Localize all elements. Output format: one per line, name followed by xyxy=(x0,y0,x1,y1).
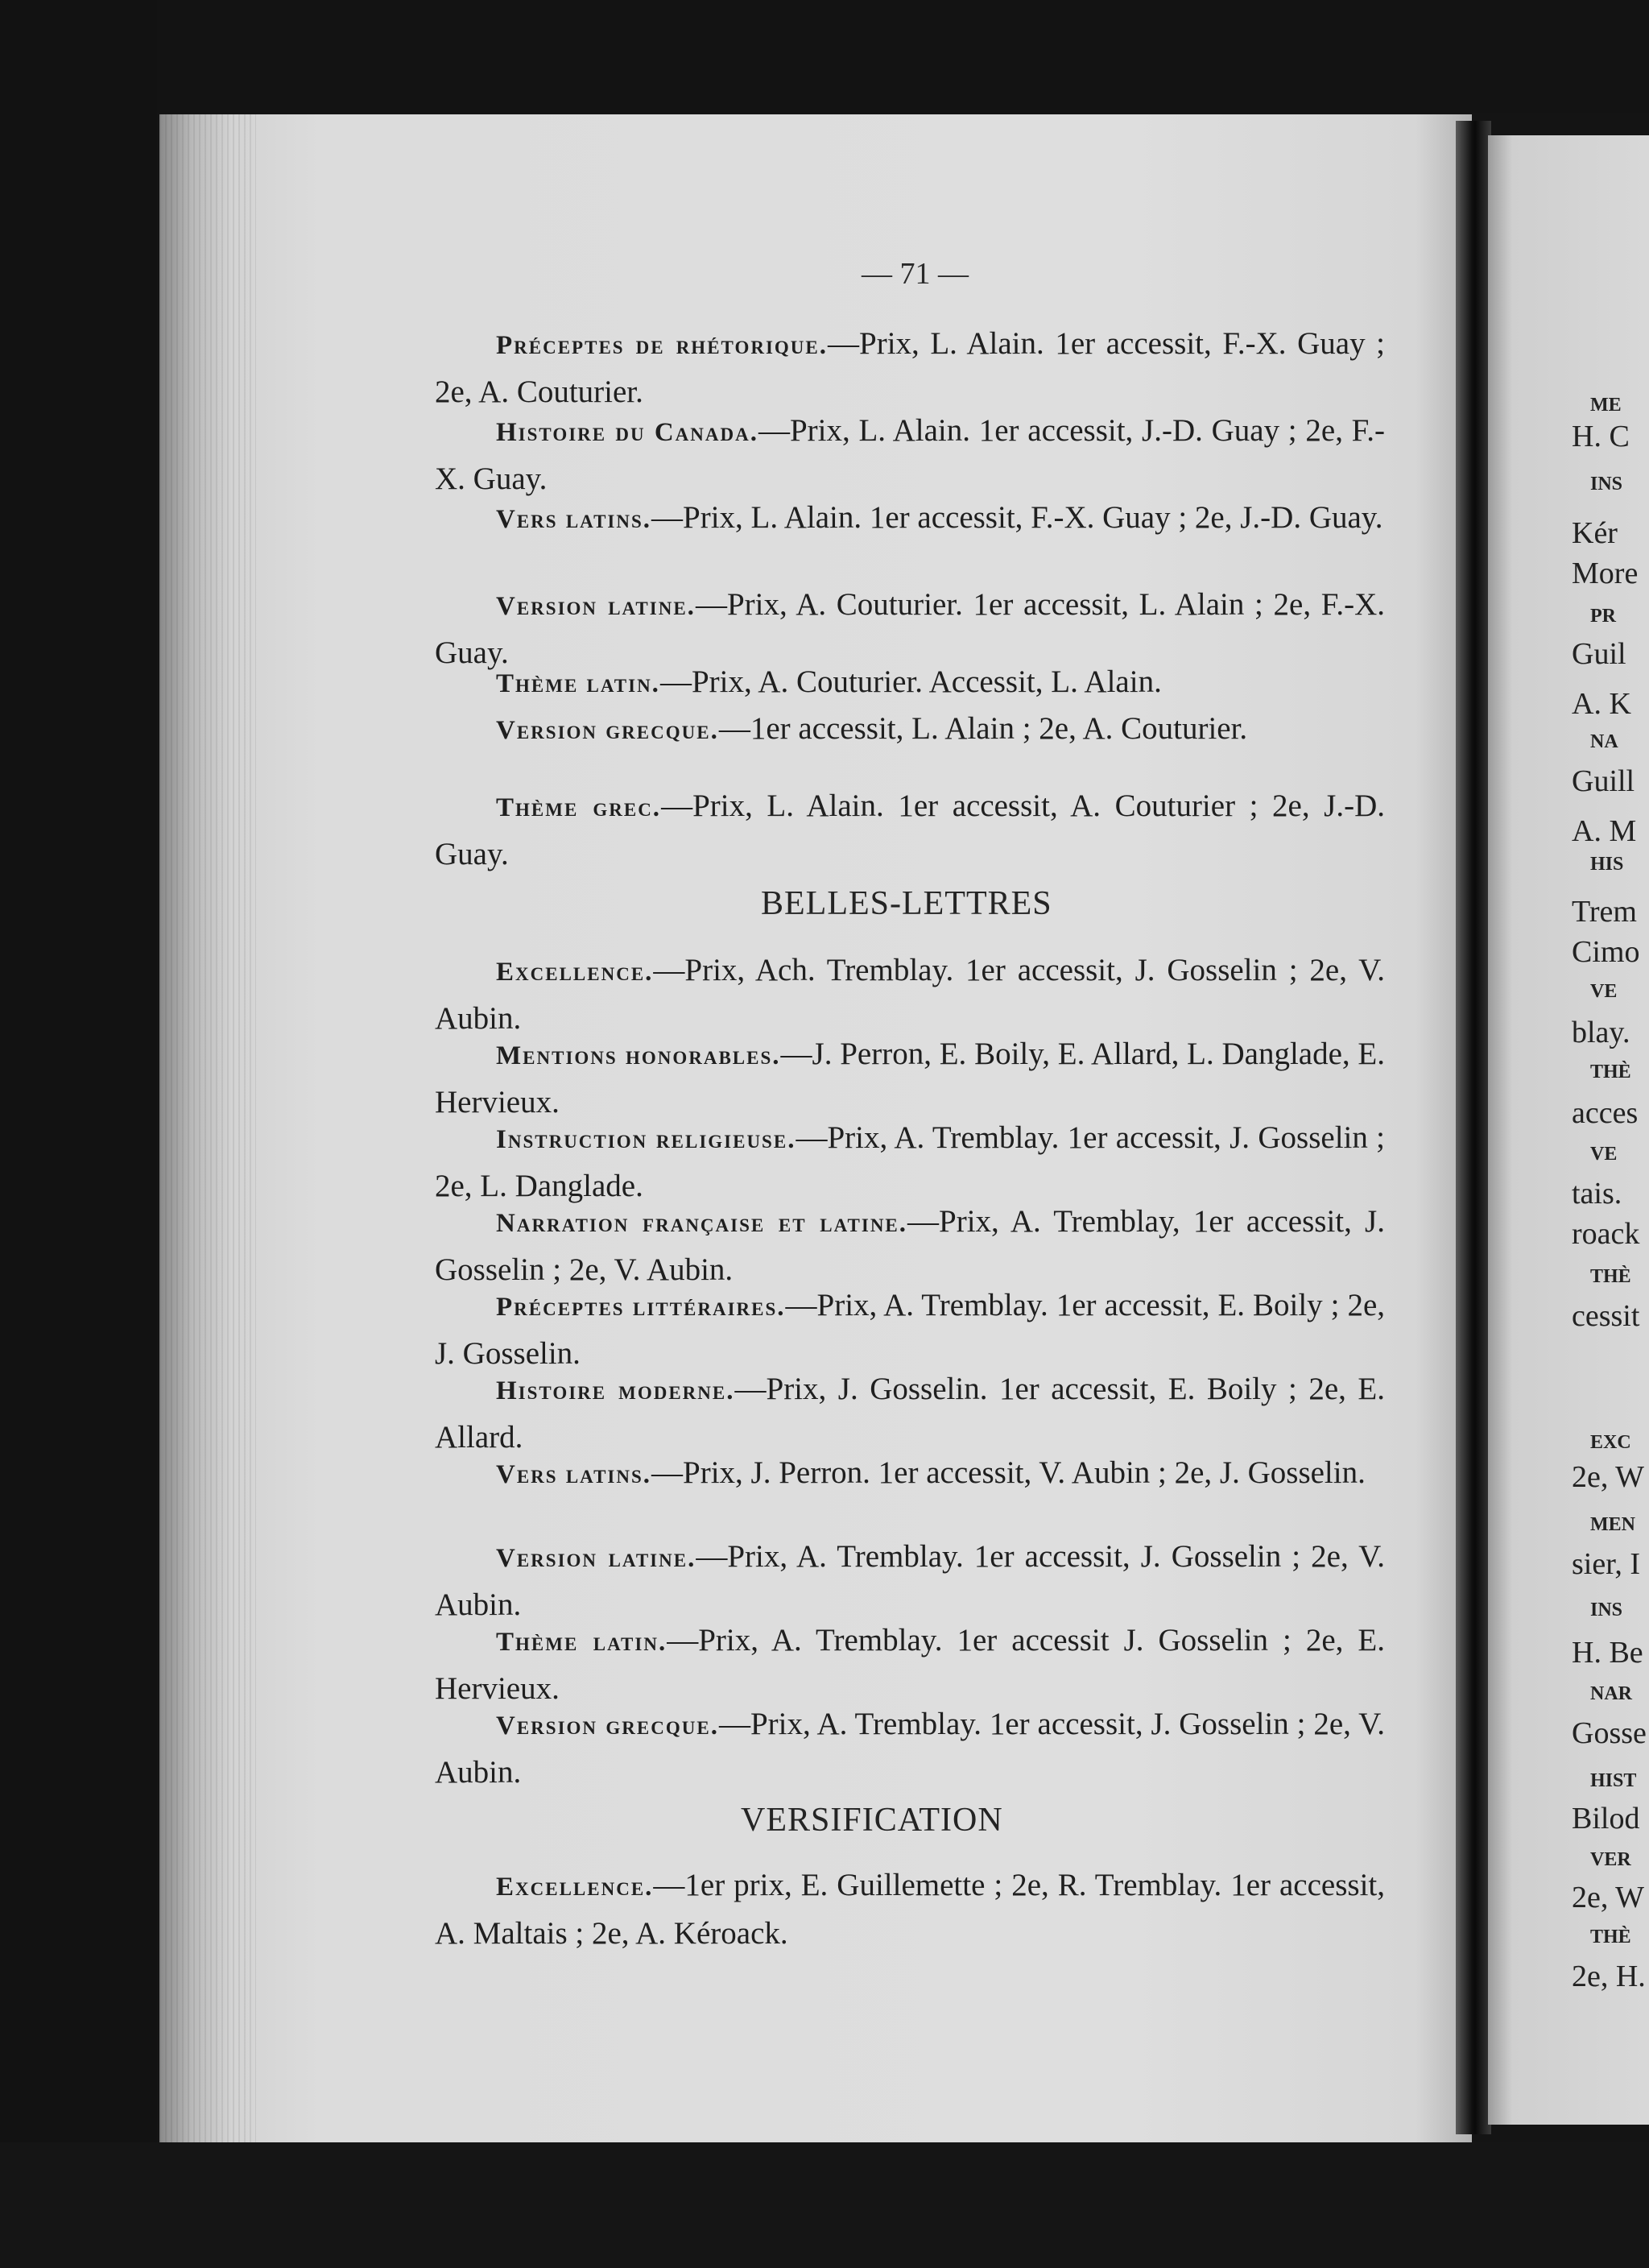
right-page-fragment: 2e, W xyxy=(1572,1460,1645,1494)
right-page-fragment: THÈ xyxy=(1590,1062,1631,1082)
right-page-fragment: Guil xyxy=(1572,637,1626,671)
entry-preceptes-litteraires xyxy=(435,1282,1385,1377)
right-page-fragment: More xyxy=(1572,557,1639,590)
entry-label: Version grecque. xyxy=(496,1711,719,1740)
right-page-fragment: A. K xyxy=(1572,687,1631,721)
right-page-fragment: HIS xyxy=(1590,854,1624,875)
entry-label: Excellence. xyxy=(496,1873,654,1902)
right-page-fragment: THÈ xyxy=(1590,1266,1631,1287)
entry-label: Excellence. xyxy=(496,958,654,987)
right-page-fragment: MEN xyxy=(1590,1514,1635,1535)
right-page-fragment: Trem xyxy=(1572,895,1637,929)
right-page-fragment: PR xyxy=(1590,606,1616,627)
right-page-fragment: ME xyxy=(1590,395,1622,416)
right-page-fragment: acces xyxy=(1572,1096,1639,1130)
section-title-belles-lettres: BELLES-LETTRES xyxy=(761,885,1052,922)
right-page-fragment: A. M xyxy=(1572,814,1637,848)
entry-label: Histoire moderne. xyxy=(496,1376,735,1405)
right-page-fragment: Bilod xyxy=(1572,1802,1640,1836)
entry-text: —Prix, A. Tremblay. 1er accessit, E. Boily ; 2e, J. Gosselin. xyxy=(435,1288,1386,1371)
entry-label: Thème grec. xyxy=(496,793,662,822)
entry-text: —Prix, J. Gosselin. 1er accessit, E. Boily ; 2e, E. Allard. xyxy=(435,1372,1385,1455)
right-page-fragment: THÈ xyxy=(1590,1927,1631,1947)
entry-text: —Prix, L. Alain. 1er accessit, F.-X. Guay ; 2e, J.-D. Guay. xyxy=(651,500,1383,535)
page-stack-edges xyxy=(159,114,256,2144)
entry-instruction-religieuse xyxy=(435,1115,1385,1210)
right-page-fragment: Guill xyxy=(1572,764,1635,798)
right-page-fragment: Gosse xyxy=(1572,1716,1647,1750)
right-page-fragment: roack xyxy=(1572,1217,1640,1251)
entry-text: —Prix, A. Tremblay, 1er accessit, J. Gosselin ; 2e, V. Aubin. xyxy=(435,1204,1385,1287)
right-page-fragment: VER xyxy=(1590,1849,1631,1870)
entry-label: Histoire du Canada. xyxy=(496,418,758,447)
entry-text: —J. Perron, E. Boily, E. Allard, L. Danglade, E. Hervieux. xyxy=(435,1037,1385,1120)
right-page-fragment: Cimo xyxy=(1572,935,1640,969)
book-gutter xyxy=(1456,121,1491,2134)
entry-narration xyxy=(435,1198,1385,1293)
entry-text: —Prix, A. Tremblay. 1er accessit, J. Gosselin ; 2e, V. Aubin. xyxy=(435,1539,1385,1622)
entry-label: Version latine. xyxy=(496,592,696,621)
entry-text: —1er accessit, L. Alain ; 2e, A. Couturier. xyxy=(718,711,1248,746)
entry-label: Version grecque. xyxy=(496,716,719,745)
entry-label: Vers latins. xyxy=(496,1460,652,1489)
entry-theme-grec xyxy=(435,783,1385,878)
entry-vers-latins-bl xyxy=(435,1450,1385,1498)
right-page-fragment: VE xyxy=(1590,1144,1618,1165)
entry-label: Instruction religieuse. xyxy=(496,1125,796,1154)
entry-label: Préceptes littéraires. xyxy=(496,1293,786,1322)
entry-text: —Prix, A. Tremblay. 1er accessit, J. Gosselin ; 2e, V. Aubin. xyxy=(435,1707,1385,1790)
scan-border-bottom xyxy=(0,2142,1649,2268)
entry-label: Thème latin. xyxy=(496,669,660,698)
entry-text: —Prix, Ach. Tremblay. 1er accessit, J. Gosselin ; 2e, V. Aubin. xyxy=(435,953,1385,1036)
entry-excellence xyxy=(435,947,1385,1042)
entry-mentions-honorables xyxy=(435,1031,1385,1126)
entry-text: —1er prix, E. Guillemette ; 2e, R. Tremblay. 1er accessit, A. Maltais ; 2e, A. Kéroack. xyxy=(435,1868,1385,1951)
entry-rhetorique xyxy=(435,321,1385,416)
right-page-fragment: tais. xyxy=(1572,1177,1622,1211)
right-page-fragment: sier, I xyxy=(1572,1547,1640,1581)
right-page-fragment: VE xyxy=(1590,981,1618,1002)
right-page-fragment: cessit xyxy=(1572,1299,1640,1333)
right-page-fragment: HIST xyxy=(1590,1770,1637,1791)
entry-text: —Prix, A. Couturier. 1er accessit, L. Alain ; 2e, F.-X. Guay. xyxy=(435,587,1385,670)
entry-text: —Prix, L. Alain. 1er accessit, F.-X. Guay ; 2e, A. Couturier. xyxy=(435,326,1386,409)
section-title-versification: VERSIFICATION xyxy=(741,1802,1003,1839)
right-page-fragment: H. Be xyxy=(1572,1636,1643,1670)
right-page-fragment: H. C xyxy=(1572,420,1630,453)
entry-version-grecque xyxy=(435,706,1385,754)
entry-text: —Prix, L. Alain. 1er accessit, A. Couturier ; 2e, J.-D. Guay. xyxy=(435,788,1385,871)
entry-label: Version latine. xyxy=(496,1544,696,1573)
right-page-fragment: Kér xyxy=(1572,516,1618,550)
right-page-fragment: NAR xyxy=(1590,1683,1632,1704)
entry-label: Mentions honorables. xyxy=(496,1041,781,1070)
entry-histoire-moderne xyxy=(435,1366,1385,1461)
entry-text: —Prix, J. Perron. 1er accessit, V. Aubin ; 2e, J. Gosselin. xyxy=(651,1455,1366,1490)
entry-text: —Prix, L. Alain. 1er accessit, J.-D. Guay ; 2e, F.-X. Guay. xyxy=(435,413,1385,496)
entry-text: —Prix, A. Couturier. Accessit, L. Alain. xyxy=(659,664,1162,699)
entry-text: —Prix, A. Tremblay. 1er accessit, J. Gosselin ; 2e, L. Danglade. xyxy=(435,1120,1386,1203)
entry-label: Préceptes de rhétorique. xyxy=(496,331,829,360)
right-page-fragment: INS xyxy=(1590,474,1623,495)
right-page-fragment: 2e, H. xyxy=(1572,1960,1646,1993)
entry-excellence-versification xyxy=(435,1862,1385,1957)
entry-text: —Prix, A. Tremblay. 1er accessit J. Gosselin ; 2e, E. Hervieux. xyxy=(435,1623,1385,1706)
entry-histoire-canada xyxy=(435,408,1385,503)
right-page-fragment: NA xyxy=(1590,731,1618,752)
scan-border-top xyxy=(0,0,1649,113)
entry-label: Narration française et latine. xyxy=(496,1209,908,1238)
entry-version-grecque-bl xyxy=(435,1701,1385,1796)
page-number: — 71 — xyxy=(862,257,969,291)
entry-label: Thème latin. xyxy=(496,1628,667,1657)
entry-label: Vers latins. xyxy=(496,505,652,534)
right-page-fragment: INS xyxy=(1590,1600,1623,1620)
entry-theme-latin-bl xyxy=(435,1617,1385,1712)
entry-vers-latins xyxy=(435,495,1385,543)
entry-version-latine-bl xyxy=(435,1533,1385,1629)
entry-theme-latin xyxy=(435,659,1385,707)
right-page-fragment: EXC xyxy=(1590,1432,1631,1453)
right-page-fragment: 2e, W xyxy=(1572,1881,1645,1914)
right-page-fragment: blay. xyxy=(1572,1016,1630,1049)
scan-border-left xyxy=(0,0,157,2268)
